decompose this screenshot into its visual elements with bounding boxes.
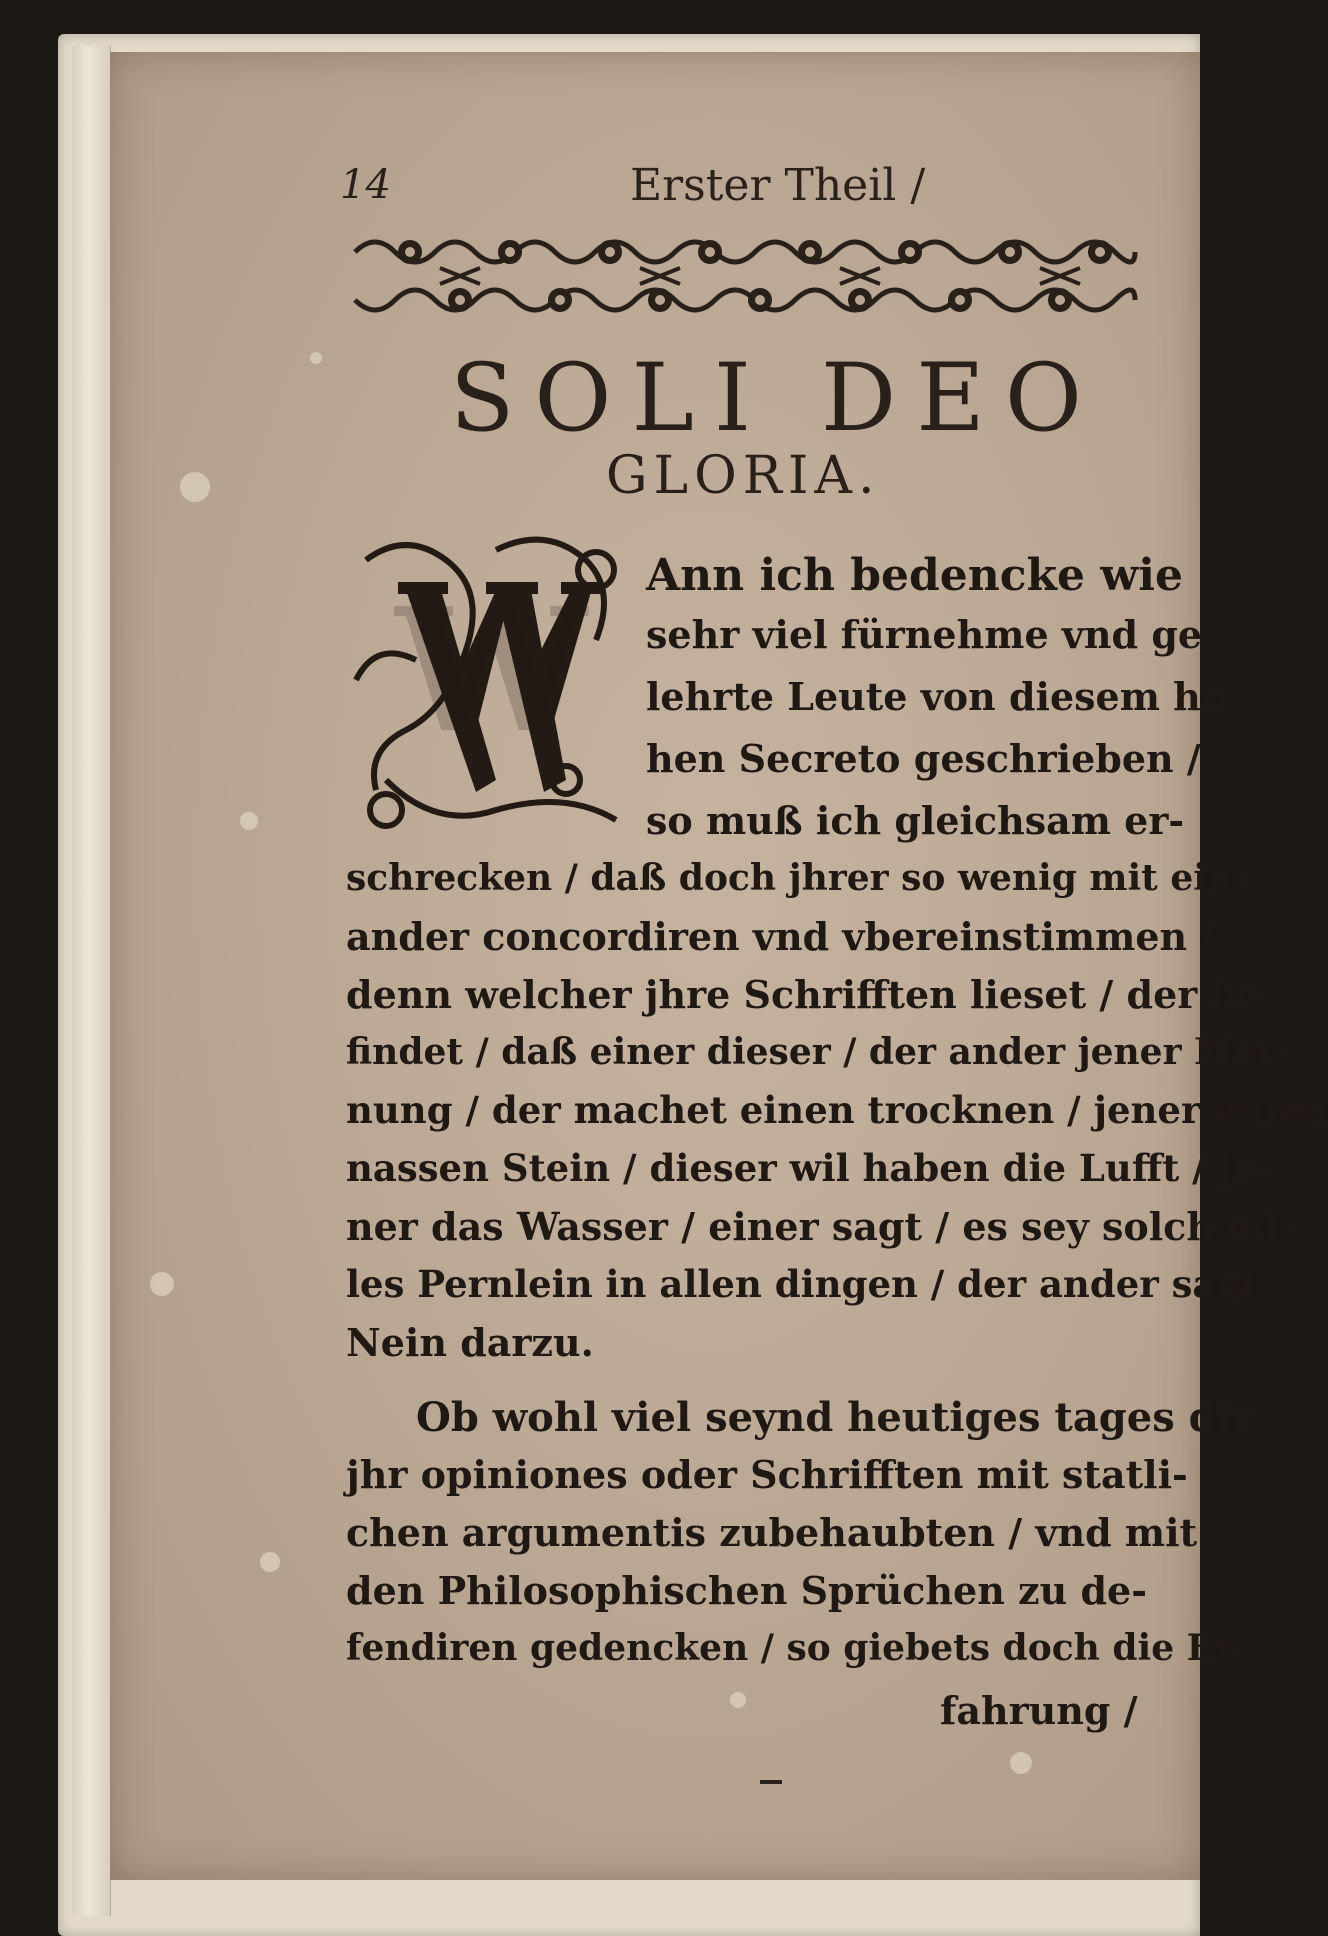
ornament-band bbox=[350, 228, 1140, 324]
paper-speck bbox=[260, 1552, 280, 1572]
footer-mark bbox=[760, 1780, 782, 1784]
title-soli-deo: SOLI DEO bbox=[450, 344, 1102, 453]
text-line: findet / daß einer dieser / der ander jener Mei- bbox=[346, 1031, 1286, 1073]
text-line: fendiren gedencken / so giebets doch die Er- bbox=[346, 1627, 1248, 1669]
text-line: nassen Stein / dieser wil haben die Lufft / je- bbox=[346, 1146, 1271, 1190]
text-line: nung / der machet einen trocknen / jener einen bbox=[346, 1088, 1328, 1132]
text-line: ander concordiren vnd vbereinstimmen / bbox=[346, 914, 1215, 959]
text-line: les Pernlein in allen dingen / der ander sagt bbox=[346, 1262, 1260, 1306]
running-head: Erster Theil / bbox=[630, 160, 926, 211]
paper-speck bbox=[240, 812, 258, 830]
page-header bbox=[340, 160, 1140, 220]
dropcap-letter: W bbox=[395, 571, 587, 771]
text-line: chen argumentis zubehaubten / vnd mit bbox=[346, 1510, 1198, 1555]
paper-speck bbox=[1010, 1752, 1032, 1774]
text-line: lehrte Leute von diesem ho- bbox=[646, 674, 1242, 719]
text-line: Ann ich bedencke wie bbox=[646, 550, 1183, 601]
page-number: 14 bbox=[340, 162, 391, 208]
paper-speck bbox=[180, 472, 210, 502]
text-line: sehr viel fürnehme vnd ge- bbox=[646, 612, 1218, 657]
text-line: hen Secreto geschrieben / bbox=[646, 736, 1201, 781]
page-stack-edge bbox=[72, 46, 111, 1916]
text-line: denn welcher jhre Schrifften lieset / der be- bbox=[346, 972, 1278, 1017]
title-gloria: GLORIA. bbox=[606, 446, 881, 506]
catchword: fahrung / bbox=[940, 1688, 1138, 1733]
text-line: jhr opiniones oder Schrifften mit statli- bbox=[346, 1452, 1188, 1497]
text-line: Nein darzu. bbox=[346, 1320, 594, 1365]
text-line: den Philosophischen Sprüchen zu de- bbox=[346, 1568, 1148, 1613]
paper-speck bbox=[310, 352, 322, 364]
decorated-initial-w bbox=[346, 530, 636, 838]
text-line: Ob wohl viel seynd heutiges tages die bbox=[416, 1394, 1258, 1441]
text-line: ner das Wasser / einer sagt / es sey solch ed- bbox=[346, 1204, 1294, 1249]
paper-speck bbox=[150, 1272, 174, 1296]
paper-speck bbox=[730, 1692, 746, 1708]
text-line: schrecken / daß doch jhrer so wenig mit ein- bbox=[346, 857, 1249, 899]
text-line: so muß ich gleichsam er- bbox=[646, 798, 1185, 843]
